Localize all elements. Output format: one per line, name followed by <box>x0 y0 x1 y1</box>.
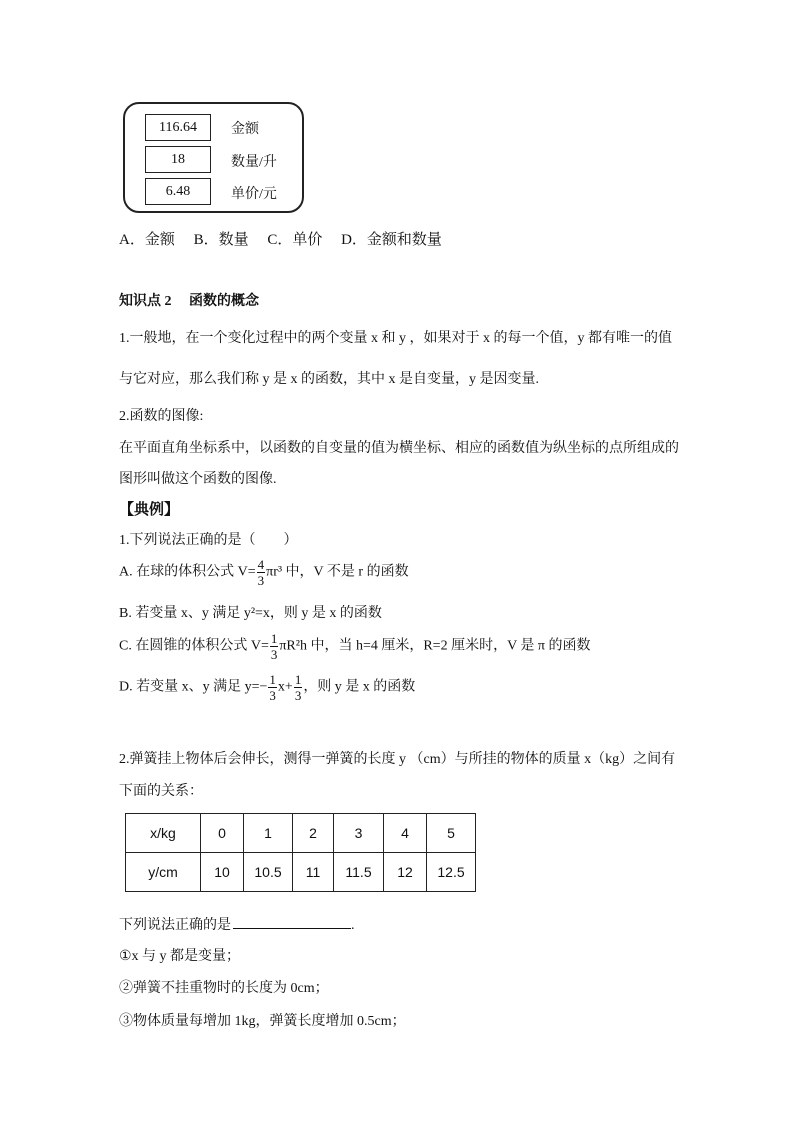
quantity-label: 数量/升 <box>231 155 277 170</box>
q1-option-b: B. 若变量 x、y 满足 y²=x，则 y 是 x 的函数 <box>119 606 382 621</box>
graph-line-2: 图形叫做这个函数的图像. <box>119 472 277 487</box>
q1-option-a: A. 在球的体积公式 V= $\frac{4}{3}$ πr³ 中，V 不是 r 的函数 <box>119 557 409 588</box>
answer-blank[interactable] <box>233 914 351 929</box>
q2-stem-line-2: 下面的关系： <box>119 784 203 799</box>
q2-stem-line-1: 2.弹簧挂上物体后会伸长，测得一弹簧的长度 y （cm）与所挂的物体的质量 x（kg）之间有 <box>119 752 676 767</box>
q2-statement-1: ①x 与 y 都是变量； <box>119 949 241 964</box>
definition-line-1: 1.一般地，在一个变化过程中的两个变量 x 和 y ，如果对于 x 的每一个值，y 都有唯一的值 <box>119 331 672 346</box>
table-row <box>126 853 476 892</box>
table-cell: 11.5 <box>334 853 384 892</box>
table-cell: 10.5 <box>244 853 293 892</box>
table-cell: 5 <box>427 814 476 853</box>
example-heading: 【典例】 <box>119 502 180 518</box>
price-value-box: 6.48 <box>145 178 211 205</box>
table-cell: 2 <box>293 814 334 853</box>
table-cell: 11 <box>293 853 334 892</box>
q2-statement-2: ②弹簧不挂重物时的长度为 0cm； <box>119 981 329 996</box>
table-row <box>126 814 476 853</box>
table-cell: x/kg <box>126 814 201 853</box>
fraction: $\frac{1}{3}$ <box>294 672 302 703</box>
table-cell: 3 <box>334 814 384 853</box>
table-cell: 0 <box>201 814 244 853</box>
answer-options: A．金额 B．数量 C．单价 D．金额和数量 <box>119 232 442 248</box>
fraction: $\frac{4}{3}$ <box>257 557 265 588</box>
pump-display <box>123 102 304 213</box>
data-table <box>125 813 476 892</box>
fraction: $\frac{1}{3}$ <box>269 672 276 703</box>
table-cell: 1 <box>244 814 293 853</box>
table-cell: 10 <box>201 853 244 892</box>
table-cell: 12.5 <box>427 853 476 892</box>
table-cell: 12 <box>384 853 427 892</box>
graph-title: 2.函数的图像: <box>119 409 204 424</box>
graph-line-1: 在平面直角坐标系中，以函数的自变量的值为横坐标、相应的函数值为纵坐标的点所组成的 <box>119 441 679 456</box>
amount-label: 金额 <box>231 122 259 137</box>
q1-option-d: D. 若变量 x、y 满足 y=− $\frac{1}{3}$ x+ $\frac{1}{3}$ ，则 y 是 x 的函数 <box>119 672 416 703</box>
fraction: $\frac{1}{3}$ <box>270 631 278 662</box>
amount-value-box: 116.64 <box>145 114 211 141</box>
table-cell: 4 <box>384 814 427 853</box>
q1-option-c: C. 在圆锥的体积公式 V= $\frac{1}{3}$ πR²h 中，当 h=4 厘米，R=2 厘米时，V 是 π 的函数 <box>119 631 591 662</box>
q1-stem: 1.下列说法正确的是（ ） <box>119 533 298 548</box>
table-cell: y/cm <box>126 853 201 892</box>
definition-line-2: 与它对应，那么我们称 y 是 x 的函数，其中 x 是自变量，y 是因变量. <box>119 372 539 387</box>
section-heading: 知识点 2 函数的概念 <box>119 294 259 309</box>
price-label: 单价/元 <box>231 187 277 202</box>
q2-prompt: 下列说法正确的是 . <box>119 914 355 934</box>
quantity-value-box: 18 <box>145 146 211 173</box>
q2-statement-3: ③物体质量每增加 1kg，弹簧长度增加 0.5cm； <box>119 1014 406 1029</box>
